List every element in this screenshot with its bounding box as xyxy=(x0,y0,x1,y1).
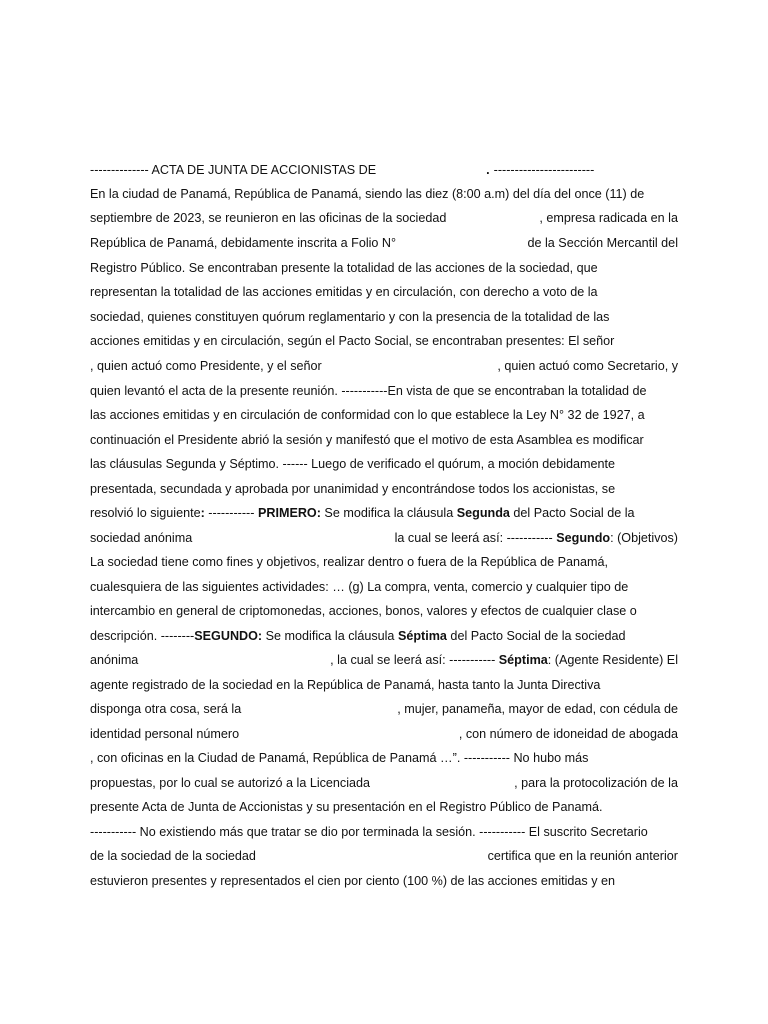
paragraph-line xyxy=(90,725,678,743)
line-text: propuestas, por lo cual se autorizó a la Licenciada xyxy=(90,776,371,790)
paragraph-line xyxy=(90,774,678,792)
heading-suffix: ------------------------ xyxy=(493,163,595,177)
line-text: septiembre de 2023, se reunieron en las oficinas de la sociedad xyxy=(90,211,447,225)
line-text: de la Sección Mercantil del xyxy=(527,236,678,250)
paragraph-line xyxy=(90,872,678,890)
paragraph-line xyxy=(90,382,678,400)
paragraph-line xyxy=(90,651,678,669)
line-text: las cláusulas Segunda y Séptimo. ------ Luego de verificado el quórum, a moción debidamente xyxy=(90,457,616,471)
paragraph-line xyxy=(90,823,678,841)
line-text: República de Panamá, debidamente inscrita a Folio N° xyxy=(90,236,397,250)
line-text: presentada, secundada y aprobada por unanimidad y encontrándose todos los accionistas, se xyxy=(90,482,616,496)
line-text: En la ciudad de Panamá, República de Panamá, siendo las diez (8:00 a.m) del día del once (11) de xyxy=(90,187,645,201)
line-text: anónima xyxy=(90,653,139,667)
paragraph-line xyxy=(90,700,678,718)
document-heading xyxy=(90,161,678,179)
paragraph-line xyxy=(90,259,678,277)
paragraph-line xyxy=(90,283,678,301)
paragraph-line xyxy=(90,357,678,375)
line-text: , con oficinas en la Ciudad de Panamá, República de Panamá …”. ----------- No hubo más xyxy=(90,751,589,765)
paragraph-line xyxy=(90,847,678,865)
line-text: , quien actuó como Presidente, y el señor xyxy=(90,359,322,373)
paragraph-line xyxy=(90,676,678,694)
paragraph-line xyxy=(90,185,678,203)
line-text: ----------- No existiendo más que tratar se dio por terminada la sesión. ----------- El suscrito Secretario xyxy=(90,825,648,839)
paragraph-line xyxy=(90,431,678,449)
line-text: de la sociedad de la sociedad xyxy=(90,849,256,863)
line-text: agente registrado de la sociedad en la República de Panamá, hasta tanto la Junta Directiva xyxy=(90,678,601,692)
line-text: sociedad, quienes constituyen quórum reglamentario y con la presencia de la totalidad de las xyxy=(90,310,610,324)
paragraph-line xyxy=(90,529,678,547)
paragraph-line xyxy=(90,798,678,816)
line-text: , con número de idoneidad de abogada xyxy=(458,727,678,741)
line-text: sociedad anónima xyxy=(90,531,193,545)
paragraph-line xyxy=(90,455,678,473)
line-text: intercambio en general de criptomonedas, acciones, bonos, valores y efectos de cualquier clase o xyxy=(90,604,637,618)
line-text: Registro Público. Se encontraban presente la totalidad de las acciones de la sociedad, que xyxy=(90,261,598,275)
paragraph-line xyxy=(90,480,678,498)
line-text: , quien actuó como Secretario, y xyxy=(497,359,678,373)
paragraph-line xyxy=(90,504,678,522)
paragraph-line xyxy=(90,234,678,252)
heading-prefix: -------------- ACTA DE JUNTA DE ACCIONISTAS DE xyxy=(90,163,377,177)
line-text: , mujer, panameña, mayor de edad, con cédula de xyxy=(397,702,678,716)
line-text: , la cual se leerá así: ----------- Séptima: (Agente Residente) El xyxy=(330,653,678,667)
line-text: resolvió lo siguiente: ----------- PRIMERO: Se modifica la cláusula Segunda del Pacto Social de la xyxy=(90,506,635,520)
line-text: cualesquiera de las siguientes actividades: … (g) La compra, venta, comercio y cualquier tipo de xyxy=(90,580,629,594)
line-text: , para la protocolización de la xyxy=(514,776,678,790)
line-text: descripción. --------SEGUNDO: Se modifica la cláusula Séptima del Pacto Social de la sociedad xyxy=(90,629,626,643)
line-text: , empresa radicada en la xyxy=(539,211,678,225)
line-text: la cual se leerá así: ----------- Segundo: (Objetivos) xyxy=(394,531,678,545)
paragraph-line xyxy=(90,553,678,571)
line-text: estuvieron presentes y representados el cien por ciento (100 %) de las acciones emitidas y en xyxy=(90,874,616,888)
heading-dot: . xyxy=(486,163,490,177)
paragraph-line xyxy=(90,749,678,767)
paragraph-line xyxy=(90,406,678,424)
paragraph-line xyxy=(90,308,678,326)
paragraph-line xyxy=(90,209,678,227)
line-text: representan la totalidad de las acciones emitidas y en circulación, con derecho a voto de la xyxy=(90,285,598,299)
paragraph-line xyxy=(90,332,678,350)
line-text: quien levantó el acta de la presente reunión. -----------En vista de que se encontraban la totalidad de xyxy=(90,384,647,398)
line-text: presente Acta de Junta de Accionistas y su presentación en el Registro Público de Panamá. xyxy=(90,800,603,814)
line-text: identidad personal número xyxy=(90,727,240,741)
paragraph-line xyxy=(90,602,678,620)
line-text: La sociedad tiene como fines y objetivos, realizar dentro o fuera de la República de Panamá, xyxy=(90,555,609,569)
line-text: acciones emitidas y en circulación, según el Pacto Social, se encontraban presentes: El señor xyxy=(90,334,615,348)
paragraph-line xyxy=(90,578,678,596)
line-text: disponga otra cosa, será la xyxy=(90,702,242,716)
line-text: certifica que en la reunión anterior xyxy=(487,849,678,863)
line-text: las acciones emitidas y en circulación de conformidad con lo que establece la Ley N° 32 de 1927, a xyxy=(90,408,645,422)
line-text: continuación el Presidente abrió la sesión y manifestó que el motivo de esta Asamblea es modificar xyxy=(90,433,644,447)
paragraph-line xyxy=(90,627,678,645)
